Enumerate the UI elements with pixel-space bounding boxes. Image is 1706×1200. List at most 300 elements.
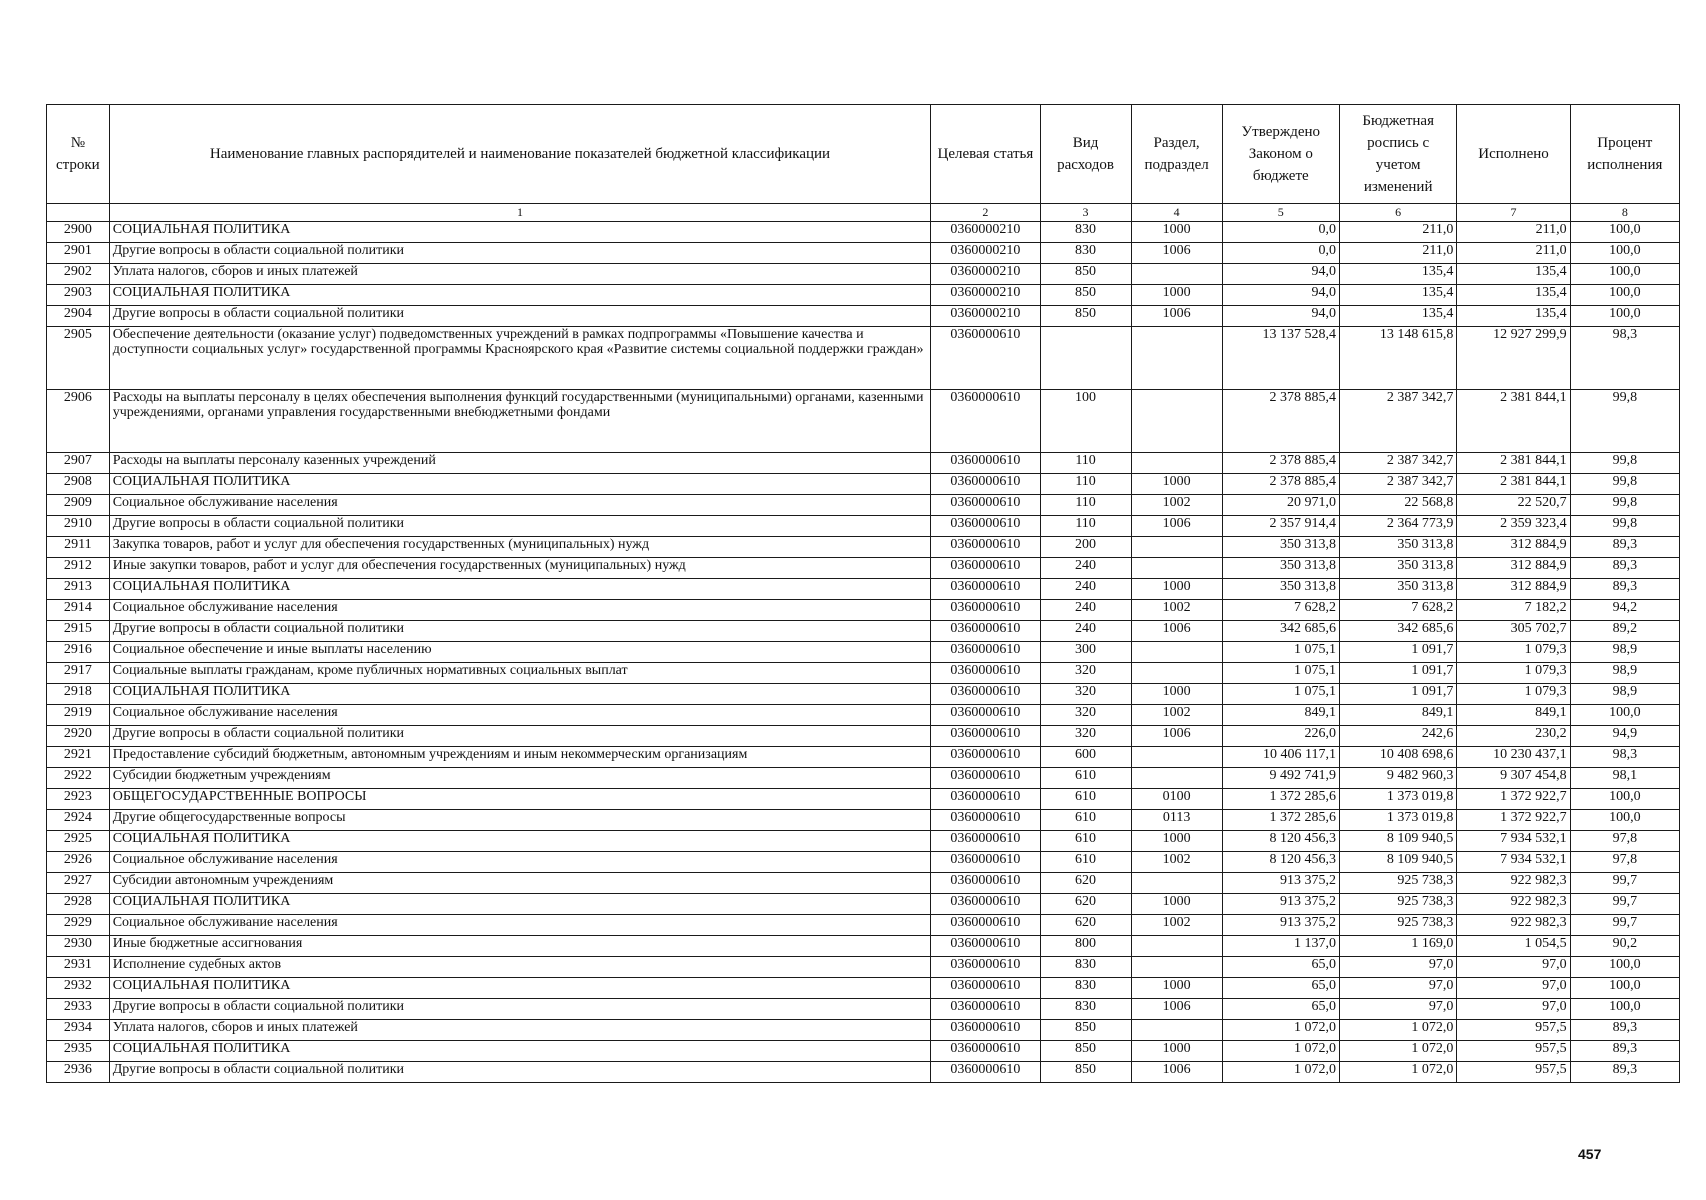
row-number: 2934 xyxy=(47,1020,110,1041)
row-percent: 94,2 xyxy=(1570,600,1679,621)
row-executed: 1 372 922,7 xyxy=(1457,810,1570,831)
table-row xyxy=(47,915,1680,936)
row-target-article: 0360000610 xyxy=(931,873,1040,894)
column-number: 6 xyxy=(1339,204,1456,222)
row-executed: 2 381 844,1 xyxy=(1457,453,1570,474)
row-number: 2915 xyxy=(47,621,110,642)
row-number: 2900 xyxy=(47,222,110,243)
table-row xyxy=(47,537,1680,558)
row-expense-kind: 110 xyxy=(1040,453,1131,474)
row-budget-schedule: 350 313,8 xyxy=(1339,558,1456,579)
row-approved: 350 313,8 xyxy=(1222,558,1339,579)
row-section: 0100 xyxy=(1131,789,1222,810)
row-executed: 135,4 xyxy=(1457,264,1570,285)
column-number: 1 xyxy=(109,204,931,222)
header-budget-schedule: Бюджетная роспись с учетом изменений xyxy=(1339,105,1456,204)
row-executed: 957,5 xyxy=(1457,1062,1570,1083)
row-name: Уплата налогов, сборов и иных платежей xyxy=(109,1020,931,1041)
row-name: Субсидии автономным учреждениям xyxy=(109,873,931,894)
table-row xyxy=(47,453,1680,474)
row-expense-kind: 610 xyxy=(1040,789,1131,810)
row-budget-schedule: 350 313,8 xyxy=(1339,537,1456,558)
row-percent: 99,8 xyxy=(1570,453,1679,474)
row-executed: 1 079,3 xyxy=(1457,642,1570,663)
row-section xyxy=(1131,453,1222,474)
row-target-article: 0360000610 xyxy=(931,516,1040,537)
row-name: Иные закупки товаров, работ и услуг для обеспечения государственных (муниципальных) нужд xyxy=(109,558,931,579)
row-name: Субсидии бюджетным учреждениям xyxy=(109,768,931,789)
row-executed: 2 359 323,4 xyxy=(1457,516,1570,537)
row-section: 1000 xyxy=(1131,978,1222,999)
row-target-article: 0360000610 xyxy=(931,1062,1040,1083)
row-section xyxy=(1131,537,1222,558)
row-expense-kind: 110 xyxy=(1040,474,1131,495)
row-target-article: 0360000610 xyxy=(931,852,1040,873)
row-section xyxy=(1131,642,1222,663)
table-row xyxy=(47,621,1680,642)
row-number: 2909 xyxy=(47,495,110,516)
row-percent: 100,0 xyxy=(1570,999,1679,1020)
row-target-article: 0360000610 xyxy=(931,999,1040,1020)
row-budget-schedule: 22 568,8 xyxy=(1339,495,1456,516)
row-name: Предоставление субсидий бюджетным, автономным учреждениям и иным некоммерческим организациям xyxy=(109,747,931,768)
row-section: 1002 xyxy=(1131,600,1222,621)
row-number: 2904 xyxy=(47,306,110,327)
row-executed: 7 934 532,1 xyxy=(1457,852,1570,873)
row-name: Обеспечение деятельности (оказание услуг) подведомственных учреждений в рамках подпрограммы «Повышение качества и доступности социальных услуг» государственной программы Красноярского края «Развитие системы социальной поддержки граждан» xyxy=(109,327,931,390)
row-expense-kind: 610 xyxy=(1040,810,1131,831)
table-row xyxy=(47,684,1680,705)
row-percent: 99,7 xyxy=(1570,915,1679,936)
row-name: Социальное обслуживание населения xyxy=(109,705,931,726)
row-target-article: 0360000610 xyxy=(931,789,1040,810)
row-budget-schedule: 2 387 342,7 xyxy=(1339,474,1456,495)
header-target-article: Целевая статья xyxy=(931,105,1040,204)
row-percent: 90,2 xyxy=(1570,936,1679,957)
row-name: СОЦИАЛЬНАЯ ПОЛИТИКА xyxy=(109,474,931,495)
row-budget-schedule: 1 072,0 xyxy=(1339,1062,1456,1083)
row-section: 1006 xyxy=(1131,621,1222,642)
table-row xyxy=(47,642,1680,663)
row-target-article: 0360000610 xyxy=(931,936,1040,957)
row-number: 2908 xyxy=(47,474,110,495)
row-expense-kind: 620 xyxy=(1040,873,1131,894)
row-executed: 1 079,3 xyxy=(1457,684,1570,705)
row-approved: 2 378 885,4 xyxy=(1222,474,1339,495)
row-expense-kind: 850 xyxy=(1040,285,1131,306)
row-section xyxy=(1131,873,1222,894)
row-name: Исполнение судебных актов xyxy=(109,957,931,978)
row-name: Социальное обслуживание населения xyxy=(109,600,931,621)
row-number: 2924 xyxy=(47,810,110,831)
row-executed: 10 230 437,1 xyxy=(1457,747,1570,768)
row-approved: 1 075,1 xyxy=(1222,642,1339,663)
row-approved: 1 072,0 xyxy=(1222,1041,1339,1062)
table-row xyxy=(47,999,1680,1020)
row-approved: 13 137 528,4 xyxy=(1222,327,1339,390)
table-row xyxy=(47,600,1680,621)
row-section: 1006 xyxy=(1131,243,1222,264)
row-approved: 1 072,0 xyxy=(1222,1062,1339,1083)
row-target-article: 0360000610 xyxy=(931,495,1040,516)
row-budget-schedule: 1 091,7 xyxy=(1339,684,1456,705)
column-number: 8 xyxy=(1570,204,1679,222)
row-budget-schedule: 2 387 342,7 xyxy=(1339,390,1456,453)
row-budget-schedule: 7 628,2 xyxy=(1339,600,1456,621)
row-approved: 849,1 xyxy=(1222,705,1339,726)
row-executed: 97,0 xyxy=(1457,957,1570,978)
row-budget-schedule: 97,0 xyxy=(1339,957,1456,978)
row-expense-kind: 300 xyxy=(1040,642,1131,663)
row-section: 1000 xyxy=(1131,684,1222,705)
column-number-row xyxy=(47,204,1680,222)
row-budget-schedule: 9 482 960,3 xyxy=(1339,768,1456,789)
row-executed: 849,1 xyxy=(1457,705,1570,726)
row-number: 2935 xyxy=(47,1041,110,1062)
row-percent: 100,0 xyxy=(1570,978,1679,999)
row-approved: 2 357 914,4 xyxy=(1222,516,1339,537)
row-expense-kind: 240 xyxy=(1040,621,1131,642)
row-executed: 97,0 xyxy=(1457,999,1570,1020)
row-name: Расходы на выплаты персоналу в целях обеспечения выполнения функций государственными (муниципальными) органами, казенными учреждениями, органами управления государственными внебюджетными фондами xyxy=(109,390,931,453)
row-number: 2921 xyxy=(47,747,110,768)
table-row xyxy=(47,1062,1680,1083)
row-number: 2933 xyxy=(47,999,110,1020)
row-percent: 99,8 xyxy=(1570,516,1679,537)
row-executed: 1 054,5 xyxy=(1457,936,1570,957)
table-row xyxy=(47,285,1680,306)
row-number: 2918 xyxy=(47,684,110,705)
row-percent: 100,0 xyxy=(1570,264,1679,285)
row-target-article: 0360000610 xyxy=(931,579,1040,600)
row-name: Социальное обслуживание населения xyxy=(109,915,931,936)
row-expense-kind: 830 xyxy=(1040,957,1131,978)
row-name: Другие вопросы в области социальной политики xyxy=(109,726,931,747)
row-name: СОЦИАЛЬНАЯ ПОЛИТИКА xyxy=(109,285,931,306)
row-executed: 1 079,3 xyxy=(1457,663,1570,684)
row-number: 2936 xyxy=(47,1062,110,1083)
row-percent: 100,0 xyxy=(1570,285,1679,306)
row-budget-schedule: 211,0 xyxy=(1339,243,1456,264)
row-approved: 9 492 741,9 xyxy=(1222,768,1339,789)
row-approved: 1 075,1 xyxy=(1222,684,1339,705)
row-section: 1002 xyxy=(1131,495,1222,516)
row-executed: 211,0 xyxy=(1457,243,1570,264)
row-budget-schedule: 1 373 019,8 xyxy=(1339,810,1456,831)
row-number: 2929 xyxy=(47,915,110,936)
row-approved: 94,0 xyxy=(1222,306,1339,327)
row-approved: 350 313,8 xyxy=(1222,537,1339,558)
table-row xyxy=(47,789,1680,810)
table-row xyxy=(47,978,1680,999)
row-budget-schedule: 925 738,3 xyxy=(1339,873,1456,894)
table-row xyxy=(47,726,1680,747)
row-percent: 98,9 xyxy=(1570,684,1679,705)
header-expense-kind: Вид расходов xyxy=(1040,105,1131,204)
row-percent: 100,0 xyxy=(1570,243,1679,264)
row-section xyxy=(1131,264,1222,285)
row-executed: 312 884,9 xyxy=(1457,558,1570,579)
row-expense-kind xyxy=(1040,327,1131,390)
row-budget-schedule: 97,0 xyxy=(1339,999,1456,1020)
table-row xyxy=(47,306,1680,327)
table-row xyxy=(47,390,1680,453)
table-row xyxy=(47,663,1680,684)
row-executed: 2 381 844,1 xyxy=(1457,390,1570,453)
row-target-article: 0360000610 xyxy=(931,642,1040,663)
row-percent: 98,1 xyxy=(1570,768,1679,789)
row-section xyxy=(1131,747,1222,768)
row-number: 2911 xyxy=(47,537,110,558)
row-executed: 211,0 xyxy=(1457,222,1570,243)
row-target-article: 0360000610 xyxy=(931,537,1040,558)
row-name: СОЦИАЛЬНАЯ ПОЛИТИКА xyxy=(109,831,931,852)
row-percent: 89,3 xyxy=(1570,558,1679,579)
row-budget-schedule: 13 148 615,8 xyxy=(1339,327,1456,390)
row-target-article: 0360000610 xyxy=(931,915,1040,936)
row-target-article: 0360000610 xyxy=(931,768,1040,789)
row-budget-schedule: 135,4 xyxy=(1339,264,1456,285)
row-approved: 1 072,0 xyxy=(1222,1020,1339,1041)
row-budget-schedule: 2 387 342,7 xyxy=(1339,453,1456,474)
row-approved: 94,0 xyxy=(1222,285,1339,306)
row-expense-kind: 850 xyxy=(1040,306,1131,327)
row-number: 2913 xyxy=(47,579,110,600)
row-percent: 100,0 xyxy=(1570,810,1679,831)
row-number: 2906 xyxy=(47,390,110,453)
row-target-article: 0360000610 xyxy=(931,600,1040,621)
row-expense-kind: 620 xyxy=(1040,915,1131,936)
row-expense-kind: 830 xyxy=(1040,999,1131,1020)
row-percent: 100,0 xyxy=(1570,306,1679,327)
row-approved: 2 378 885,4 xyxy=(1222,453,1339,474)
row-number: 2930 xyxy=(47,936,110,957)
row-executed: 12 927 299,9 xyxy=(1457,327,1570,390)
row-expense-kind: 830 xyxy=(1040,978,1131,999)
row-target-article: 0360000610 xyxy=(931,327,1040,390)
row-expense-kind: 240 xyxy=(1040,558,1131,579)
row-section: 1000 xyxy=(1131,474,1222,495)
row-name: Другие общегосударственные вопросы xyxy=(109,810,931,831)
table-row xyxy=(47,327,1680,390)
row-percent: 89,3 xyxy=(1570,537,1679,558)
row-approved: 20 971,0 xyxy=(1222,495,1339,516)
row-approved: 8 120 456,3 xyxy=(1222,831,1339,852)
row-executed: 9 307 454,8 xyxy=(1457,768,1570,789)
row-expense-kind: 620 xyxy=(1040,894,1131,915)
row-expense-kind: 850 xyxy=(1040,1020,1131,1041)
row-number: 2919 xyxy=(47,705,110,726)
row-executed: 957,5 xyxy=(1457,1041,1570,1062)
table-body xyxy=(47,222,1680,1083)
row-section: 1000 xyxy=(1131,831,1222,852)
row-executed: 7 182,2 xyxy=(1457,600,1570,621)
budget-execution-table xyxy=(46,104,1680,1083)
row-percent: 100,0 xyxy=(1570,957,1679,978)
row-expense-kind: 850 xyxy=(1040,1062,1131,1083)
row-name: СОЦИАЛЬНАЯ ПОЛИТИКА xyxy=(109,684,931,705)
row-percent: 89,3 xyxy=(1570,1041,1679,1062)
row-target-article: 0360000610 xyxy=(931,747,1040,768)
row-budget-schedule: 1 091,7 xyxy=(1339,663,1456,684)
row-budget-schedule: 8 109 940,5 xyxy=(1339,852,1456,873)
row-number: 2927 xyxy=(47,873,110,894)
header-percent: Процент исполнения xyxy=(1570,105,1679,204)
row-name: Другие вопросы в области социальной политики xyxy=(109,243,931,264)
table-row xyxy=(47,747,1680,768)
row-name: Другие вопросы в области социальной политики xyxy=(109,516,931,537)
table-row xyxy=(47,957,1680,978)
row-percent: 99,8 xyxy=(1570,474,1679,495)
row-executed: 957,5 xyxy=(1457,1020,1570,1041)
row-number: 2907 xyxy=(47,453,110,474)
row-percent: 98,9 xyxy=(1570,642,1679,663)
table-row xyxy=(47,768,1680,789)
row-expense-kind: 100 xyxy=(1040,390,1131,453)
row-expense-kind: 600 xyxy=(1040,747,1131,768)
row-budget-schedule: 350 313,8 xyxy=(1339,579,1456,600)
row-number: 2928 xyxy=(47,894,110,915)
row-approved: 1 137,0 xyxy=(1222,936,1339,957)
row-target-article: 0360000610 xyxy=(931,831,1040,852)
row-section xyxy=(1131,768,1222,789)
row-name: СОЦИАЛЬНАЯ ПОЛИТИКА xyxy=(109,1041,931,1062)
row-section xyxy=(1131,558,1222,579)
row-percent: 99,7 xyxy=(1570,894,1679,915)
row-budget-schedule: 242,6 xyxy=(1339,726,1456,747)
column-number: 5 xyxy=(1222,204,1339,222)
row-number: 2931 xyxy=(47,957,110,978)
row-percent: 97,8 xyxy=(1570,852,1679,873)
row-section xyxy=(1131,390,1222,453)
row-section: 1000 xyxy=(1131,222,1222,243)
row-percent: 94,9 xyxy=(1570,726,1679,747)
row-executed: 1 372 922,7 xyxy=(1457,789,1570,810)
column-number: 4 xyxy=(1131,204,1222,222)
row-approved: 913 375,2 xyxy=(1222,873,1339,894)
row-target-article: 0360000610 xyxy=(931,1020,1040,1041)
row-name: СОЦИАЛЬНАЯ ПОЛИТИКА xyxy=(109,894,931,915)
row-approved: 350 313,8 xyxy=(1222,579,1339,600)
row-name: Уплата налогов, сборов и иных платежей xyxy=(109,264,931,285)
table-row xyxy=(47,831,1680,852)
table-row xyxy=(47,1020,1680,1041)
row-number: 2932 xyxy=(47,978,110,999)
table-row xyxy=(47,1041,1680,1062)
table-row xyxy=(47,873,1680,894)
row-approved: 65,0 xyxy=(1222,999,1339,1020)
row-budget-schedule: 925 738,3 xyxy=(1339,915,1456,936)
row-target-article: 0360000610 xyxy=(931,684,1040,705)
row-section: 1002 xyxy=(1131,852,1222,873)
table-row xyxy=(47,495,1680,516)
row-budget-schedule: 211,0 xyxy=(1339,222,1456,243)
row-expense-kind: 320 xyxy=(1040,705,1131,726)
row-expense-kind: 850 xyxy=(1040,264,1131,285)
row-budget-schedule: 1 072,0 xyxy=(1339,1041,1456,1062)
row-percent: 98,9 xyxy=(1570,663,1679,684)
row-approved: 1 372 285,6 xyxy=(1222,810,1339,831)
row-budget-schedule: 342 685,6 xyxy=(1339,621,1456,642)
row-section: 1002 xyxy=(1131,915,1222,936)
row-target-article: 0360000610 xyxy=(931,894,1040,915)
row-percent: 89,3 xyxy=(1570,579,1679,600)
header-approved: Утверждено Законом о бюджете xyxy=(1222,105,1339,204)
row-target-article: 0360000610 xyxy=(931,558,1040,579)
row-section: 1002 xyxy=(1131,705,1222,726)
row-percent: 99,8 xyxy=(1570,390,1679,453)
row-approved: 10 406 117,1 xyxy=(1222,747,1339,768)
row-budget-schedule: 97,0 xyxy=(1339,978,1456,999)
row-percent: 100,0 xyxy=(1570,789,1679,810)
header-row-number: № строки xyxy=(47,105,110,204)
row-target-article: 0360000610 xyxy=(931,1041,1040,1062)
page-number: 457 xyxy=(1578,1146,1602,1162)
row-executed: 7 934 532,1 xyxy=(1457,831,1570,852)
row-section: 1006 xyxy=(1131,306,1222,327)
row-executed: 922 982,3 xyxy=(1457,915,1570,936)
row-expense-kind: 110 xyxy=(1040,516,1131,537)
row-section: 1000 xyxy=(1131,894,1222,915)
row-expense-kind: 320 xyxy=(1040,684,1131,705)
row-name: Социальные выплаты гражданам, кроме публичных нормативных социальных выплат xyxy=(109,663,931,684)
row-number: 2916 xyxy=(47,642,110,663)
row-section: 1000 xyxy=(1131,285,1222,306)
row-name: Социальное обслуживание населения xyxy=(109,495,931,516)
row-executed: 312 884,9 xyxy=(1457,537,1570,558)
row-target-article: 0360000210 xyxy=(931,243,1040,264)
row-budget-schedule: 10 408 698,6 xyxy=(1339,747,1456,768)
row-name: Иные бюджетные ассигнования xyxy=(109,936,931,957)
row-approved: 226,0 xyxy=(1222,726,1339,747)
row-percent: 98,3 xyxy=(1570,327,1679,390)
row-approved: 8 120 456,3 xyxy=(1222,852,1339,873)
row-number: 2912 xyxy=(47,558,110,579)
row-target-article: 0360000210 xyxy=(931,222,1040,243)
row-name: Другие вопросы в области социальной политики xyxy=(109,1062,931,1083)
row-budget-schedule: 135,4 xyxy=(1339,285,1456,306)
header-section: Раздел, подраздел xyxy=(1131,105,1222,204)
row-approved: 0,0 xyxy=(1222,222,1339,243)
row-target-article: 0360000610 xyxy=(931,726,1040,747)
row-target-article: 0360000210 xyxy=(931,264,1040,285)
row-name: Закупка товаров, работ и услуг для обеспечения государственных (муниципальных) нужд xyxy=(109,537,931,558)
row-section: 0113 xyxy=(1131,810,1222,831)
row-number: 2914 xyxy=(47,600,110,621)
row-target-article: 0360000610 xyxy=(931,810,1040,831)
row-percent: 97,8 xyxy=(1570,831,1679,852)
row-expense-kind: 850 xyxy=(1040,1041,1131,1062)
row-budget-schedule: 925 738,3 xyxy=(1339,894,1456,915)
row-approved: 342 685,6 xyxy=(1222,621,1339,642)
row-name: Другие вопросы в области социальной политики xyxy=(109,306,931,327)
row-number: 2910 xyxy=(47,516,110,537)
row-executed: 135,4 xyxy=(1457,306,1570,327)
row-number: 2926 xyxy=(47,852,110,873)
row-number: 2905 xyxy=(47,327,110,390)
column-number-blank xyxy=(47,204,110,222)
row-section xyxy=(1131,1020,1222,1041)
row-executed: 922 982,3 xyxy=(1457,873,1570,894)
row-name: Социальное обеспечение и иные выплаты населению xyxy=(109,642,931,663)
row-budget-schedule: 1 373 019,8 xyxy=(1339,789,1456,810)
row-section: 1006 xyxy=(1131,726,1222,747)
row-section: 1006 xyxy=(1131,999,1222,1020)
row-target-article: 0360000610 xyxy=(931,957,1040,978)
row-target-article: 0360000610 xyxy=(931,663,1040,684)
row-target-article: 0360000210 xyxy=(931,285,1040,306)
row-percent: 89,3 xyxy=(1570,1062,1679,1083)
